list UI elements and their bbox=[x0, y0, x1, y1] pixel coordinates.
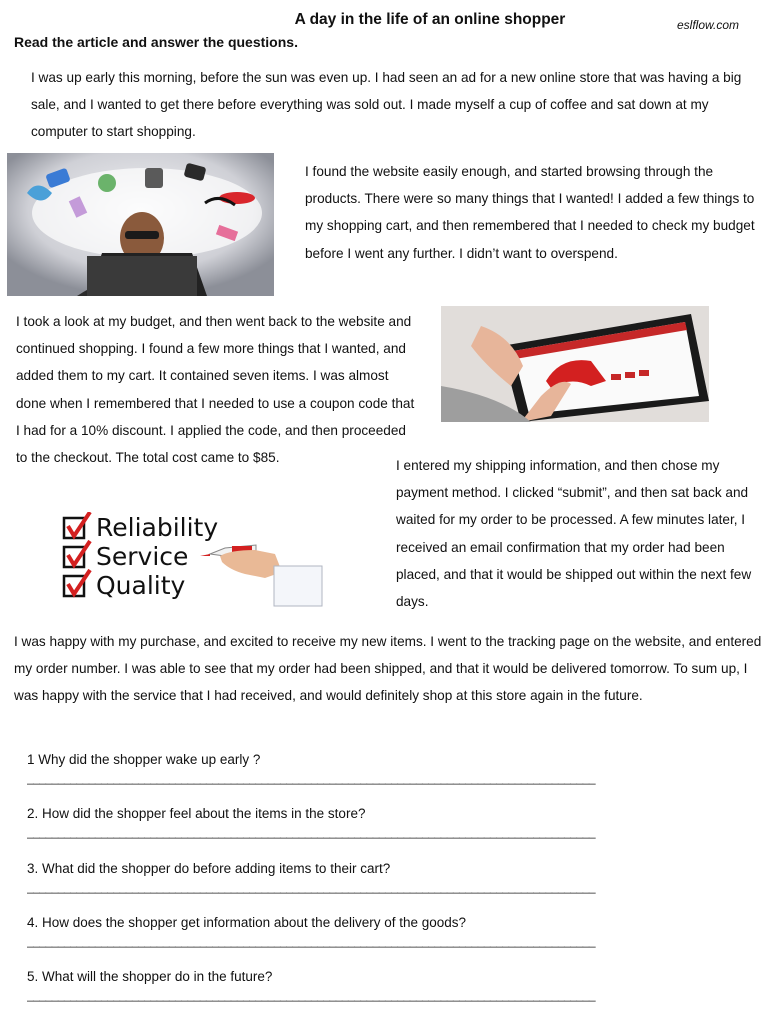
answer-line-1[interactable]: ____________________________________________________________________________________________ bbox=[27, 771, 595, 785]
page-title: A day in the life of an online shopper bbox=[294, 11, 566, 28]
question-2: 2. How did the shopper feel about the items in the store? bbox=[27, 806, 366, 821]
paragraph-3: I took a look at my budget, and then went back to the website and continued shopping. I found a few more things that I wanted, and added them to my cart. It contained seven items. I was almost done when I remembered that I needed to use a coupon code that I had for a 10% discount. I applied the code, and then proceeded to the checkout. The total cost came to $85. bbox=[16, 314, 415, 466]
instructions: Read the article and answer the questions. bbox=[14, 34, 298, 50]
answer-line-5[interactable]: ____________________________________________________________________________________________ bbox=[27, 988, 595, 1002]
question-4: 4. How does the shopper get information about the delivery of the goods? bbox=[27, 915, 467, 930]
checklist-illustration bbox=[60, 512, 325, 612]
answer-line-4[interactable]: ____________________________________________________________________________________________ bbox=[27, 934, 595, 948]
answer-line-3[interactable]: ____________________________________________________________________________________________ bbox=[27, 880, 595, 894]
paragraph-2: I found the website easily enough, and started browsing through the products. There were so many things that I wanted! I added a few things to my shopping cart, and then remembered that I needed to check my budget before I went any further. I didn’t want to overspend. bbox=[305, 164, 755, 261]
paragraph-4: I entered my shipping information, and then chose my payment method. I clicked “submit”, and then sat back and waited for my order to be processed. A few minutes later, I received an email confirmation that my order had been placed, and that it would be shipped out within the next few days. bbox=[396, 458, 752, 610]
question-3: 3. What did the shopper do before adding items to their cart? bbox=[27, 861, 391, 876]
checklist-item-reliability: Reliability bbox=[96, 513, 219, 542]
question-1: 1 Why did the shopper wake up early ? bbox=[27, 752, 261, 767]
paragraph-1: I was up early this morning, before the sun was even up. I had seen an ad for a new online store that was having a big sale, and I wanted to get there before everything was sold out. I made myself a cup of coffee and sat down at my computer to start shopping. bbox=[31, 70, 742, 140]
site-name: eslflow.com bbox=[677, 18, 740, 32]
answer-line-2[interactable]: ____________________________________________________________________________________________ bbox=[27, 825, 595, 839]
checklist-item-service: Service bbox=[96, 542, 189, 571]
paragraph-5: I was happy with my purchase, and excited to receive my new items. I went to the tracking page on the website, and entered my order number. I was able to see that my order had been shipped, and that it would be delivered tomorrow. To sum up, I was happy with the service that I had received, and would definitely shop at this store again in the future. bbox=[14, 634, 762, 704]
question-5: 5. What will the shopper do in the future? bbox=[27, 969, 273, 984]
tablet-shopping-photo bbox=[441, 306, 709, 422]
checklist-item-quality: Quality bbox=[96, 571, 186, 600]
shopper-laptop-photo bbox=[7, 153, 274, 296]
